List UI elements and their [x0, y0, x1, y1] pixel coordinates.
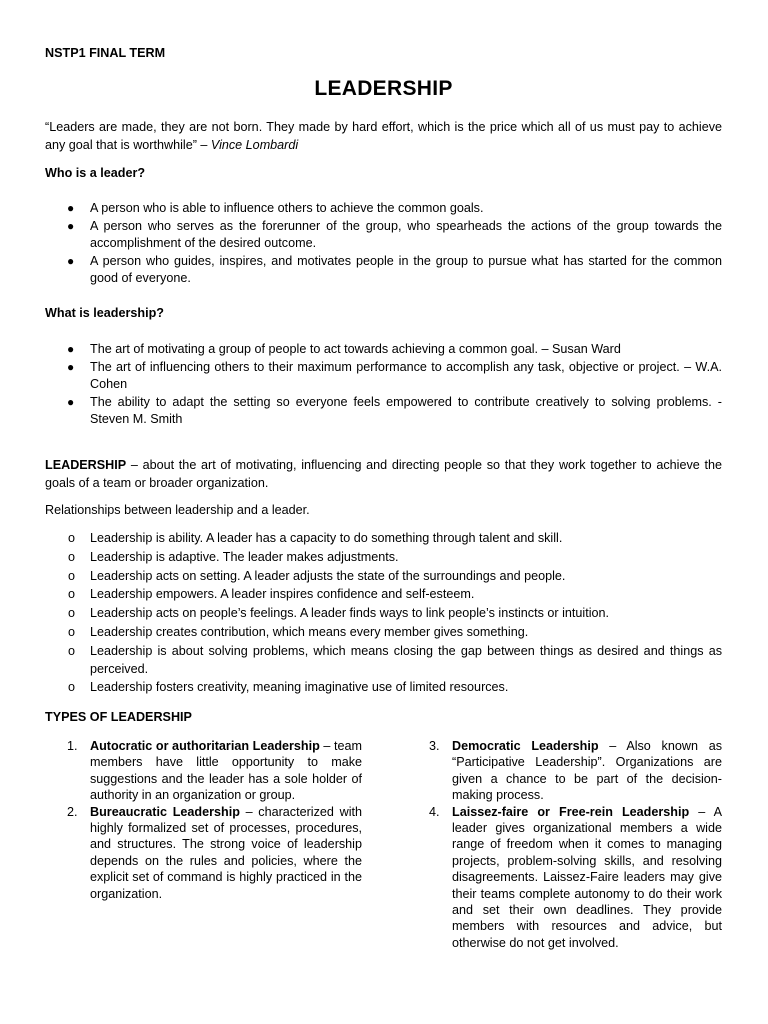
list-item: o Leadership is adaptive. The leader makes adjustments. — [45, 549, 722, 567]
who-heading: Who is a leader? — [45, 166, 146, 180]
list-item: ● The art of influencing others to their maximum performance to accomplish any task, objective or project. – W.A. Cohen — [67, 359, 722, 392]
list-item: ● A person who is able to influence others to achieve the common goals. — [45, 200, 722, 218]
list-item: o Leadership is about solving problems, which means closing the gap between things as desired and things as perceived. — [68, 643, 722, 676]
quote-author: Vince Lombardi — [210, 137, 299, 152]
type-name: Laissez-faire or Free-rein Leadership — [452, 804, 690, 819]
list-item: o Leadership fosters creativity, meaning imaginative use of limited resources. — [45, 679, 722, 697]
what-list — [45, 341, 722, 429]
type-description: – team members have little opportunity to make suggestions and the leader has a sole holder of authority in an organization or group. — [90, 739, 362, 803]
circle-bullet-icon: o — [68, 531, 76, 545]
page-title: LEADERSHIP — [314, 77, 453, 100]
list-item: ● A person who serves as the forerunner of the group, who spearheads the actions of the group towards the accomplishment of the desired outcome. — [67, 218, 722, 251]
circle-bullet-icon: o — [68, 680, 76, 695]
types-heading: TYPES OF LEADERSHIP — [45, 710, 192, 724]
type-description: – Also known as “Participative Leadership”. Organizations are given a chance to be part of the decision-making process. — [452, 739, 722, 803]
who-list — [45, 200, 722, 288]
circle-bullet-icon: o — [68, 643, 76, 658]
leadership-type-item — [407, 738, 722, 804]
type-description: – A leader gives organizational members a wide range of freedom when it comes to managing projects, problem-solving skills, and resolving disagreements. Laissez-Faire leaders may give their teams complete autonomy to do their work and set their own deadlines. They provide members with resources and advice, but otherwise do not get involved. — [452, 804, 722, 950]
circle-bullet-icon: o — [68, 624, 76, 639]
what-heading: What is leadership? — [45, 306, 164, 320]
circle-bullet-icon: o — [68, 549, 76, 564]
opening-quote — [45, 119, 722, 154]
bullet-icon: ● — [67, 342, 75, 356]
list-item: o Leadership creates contribution, which means every member gives something. — [45, 624, 722, 642]
item-number: 4. — [429, 804, 440, 819]
list-item: ● A person who guides, inspires, and motivates people in the group to pursue what has started for the common good of everyone. — [67, 253, 722, 286]
relationships-list — [45, 530, 722, 698]
bullet-icon: ● — [67, 359, 75, 374]
definition-text: – about the art of motivating, influencing and directing people so that they work together to achieve the goals of a team or broader organization. — [45, 458, 722, 490]
bullet-icon: ● — [67, 394, 75, 409]
list-item: o Leadership empowers. A leader inspires confidence and self-esteem. — [45, 586, 722, 604]
list-item: ● The ability to adapt the setting so everyone feels empowered to contribute creatively to solving problems. - Steven M. Smith — [67, 394, 722, 427]
circle-bullet-icon: o — [68, 606, 76, 621]
item-number: 3. — [429, 739, 440, 753]
leadership-type-item — [45, 804, 362, 902]
quote-text: “Leaders are made, they are not born. They made by hard effort, which is the price which all of us must pay to achieve any goal that is worthwhile” – — [45, 120, 722, 152]
leadership-definition — [45, 457, 722, 492]
leadership-type-item — [407, 804, 722, 952]
type-name: Democratic Leadership — [452, 739, 599, 753]
definition-term: LEADERSHIP — [45, 458, 127, 472]
course-term: NSTP1 FINAL TERM — [45, 46, 166, 60]
item-number: 1. — [67, 739, 78, 753]
list-item: ● The art of motivating a group of people to act towards achieving a common goal. – Susan Ward — [45, 341, 722, 359]
item-number: 2. — [67, 804, 78, 819]
bullet-icon: ● — [67, 218, 75, 233]
types-column-right — [407, 738, 722, 951]
circle-bullet-icon: o — [68, 568, 76, 583]
list-item: o Leadership is ability. A leader has a capacity to do something through talent and skill. — [45, 530, 722, 548]
circle-bullet-icon: o — [68, 587, 76, 602]
bullet-icon: ● — [67, 253, 75, 268]
types-column-left — [45, 738, 362, 902]
bullet-icon: ● — [67, 201, 75, 215]
leadership-type-item — [45, 738, 362, 804]
relationships-intro: Relationships between leadership and a leader. — [45, 503, 310, 517]
type-name: Autocratic or authoritarian Leadership — [90, 739, 320, 753]
type-description: – characterized with highly formalized set of processes, procedures, and structures. The strong voice of leadership depends on the rules and policies, where the explicit set of command is highly practiced in the organization. — [90, 804, 362, 901]
list-item: o Leadership acts on setting. A leader adjusts the state of the surroundings and people. — [45, 568, 722, 586]
type-name: Bureaucratic Leadership — [90, 804, 240, 819]
list-item: o Leadership acts on people’s feelings. A leader finds ways to link people’s instincts or intuition. — [45, 605, 722, 623]
